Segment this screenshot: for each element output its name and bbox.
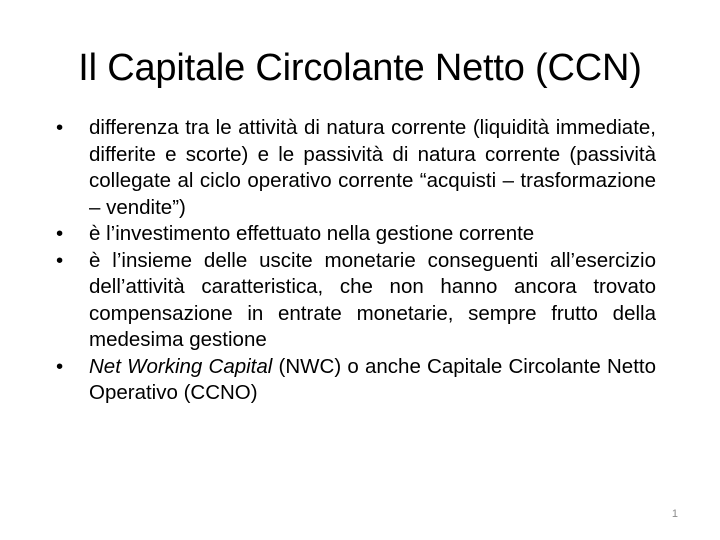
bullet-text: differenza tra le attività di natura corrente (liquidità immediate, differite e scorte) e le passività di natura corrente (passività collegate al ciclo operativo corrente “acquisti – trasformazione – vendite”)	[89, 116, 656, 219]
bullet-marker: •	[56, 116, 64, 139]
bullet-item-difference	[54, 115, 656, 221]
bullet-marker: •	[56, 248, 64, 272]
bullet-italic-term: Net Working Capital	[89, 354, 273, 378]
page-number: 1	[671, 508, 678, 520]
bullet-text: è l’insieme delle uscite monetarie conseguenti all’esercizio dell’attività caratteristica, che non hanno ancora trovato compensazione in entrate monetarie, sempre frutto della medesima gestione	[89, 248, 656, 351]
bullet-marker: •	[56, 222, 64, 245]
slide-title: Il Capitale Circolante Netto (CCN)	[78, 47, 642, 89]
bullet-list	[54, 115, 656, 407]
bullet-item-nwc	[54, 354, 656, 407]
bullet-item-outflows	[54, 248, 656, 354]
bullet-marker: •	[56, 354, 64, 378]
bullet-text: è l’investimento effettuato nella gestione corrente	[89, 222, 535, 245]
bullet-text: (NWC) o anche Capitale Circolante Netto Operativo (CCNO)	[89, 354, 656, 404]
bullet-item-investment	[54, 221, 656, 248]
